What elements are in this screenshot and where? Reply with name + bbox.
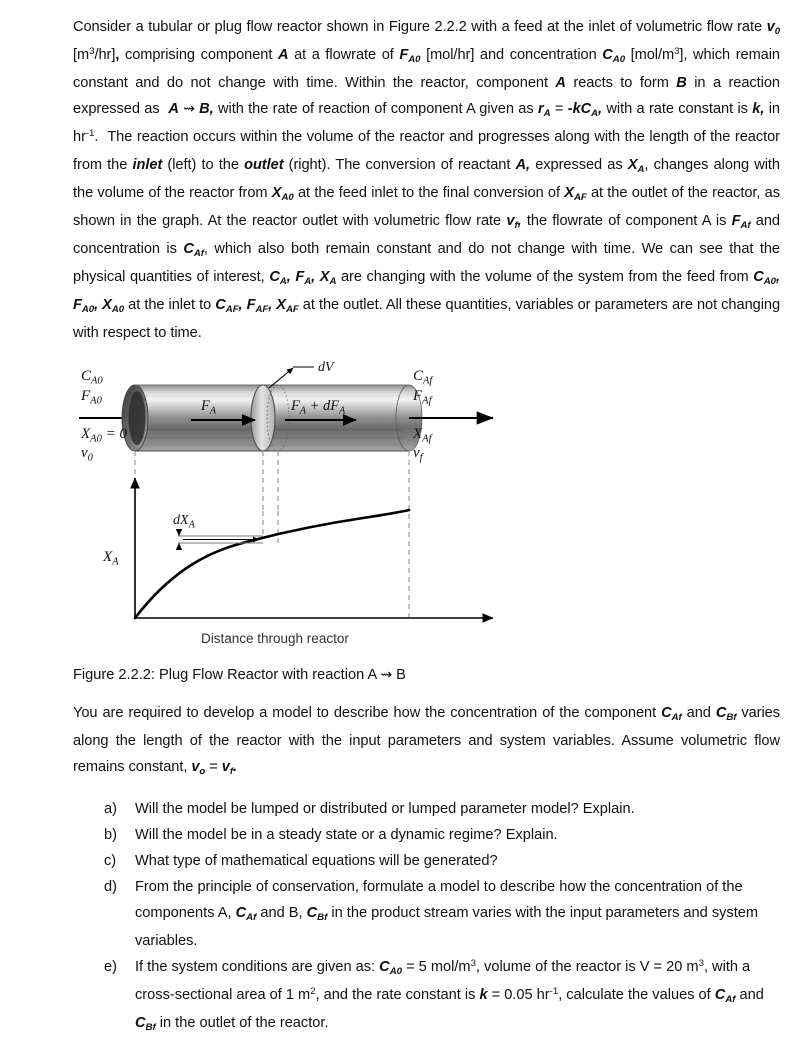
outlet-label-vf: $v_f$ <box>413 445 423 464</box>
figure-caption: Figure 2.2.2: Plug Flow Reactor with reaction A ⇝ B <box>73 667 406 683</box>
question-item-c <box>73 848 780 874</box>
question-marker-e: e) <box>104 959 117 975</box>
spacer <box>73 688 780 700</box>
question-text-d: From the principle of conservation, formulate a model to describe how the concentration of the components A, $C_{Af}$ and B, $C_{Bf}$ in the product stream varies with the input parameters and system variables. <box>135 879 759 949</box>
inlet-label-v0: $v_0$ <box>81 445 93 464</box>
question-item-e <box>73 954 780 1038</box>
graph-y-axis-label: $X_A$ <box>103 549 119 568</box>
dxa-label: $dX_A$ <box>173 513 195 531</box>
question-text-e: If the system conditions are given as: $C_{A0} = 5$ mol/$m^3$, volume of the reactor is V = 20 $m^3$, with a cross-sectional area of 1 $m^2$, and the rate constant is k = 0.05 $hr^{-1}$, calculate the values of $C_{Af}$ and $C_{Bf}$ in the outlet of the reactor. <box>135 958 764 1033</box>
cylinder-left-inner-shadow <box>129 391 146 445</box>
question-item-d <box>73 874 780 954</box>
plug-flow-reactor-figure <box>73 358 780 654</box>
question-item-b <box>73 822 780 848</box>
differential-volume-disc <box>251 385 275 451</box>
question-text-c: What type of mathematical equations will be generated? <box>135 853 498 869</box>
outlet-label-xaf: $X_{Af}$ <box>413 426 432 445</box>
inlet-label-fa0: $F_{A0}$ <box>81 388 102 407</box>
question-marker-b: b) <box>104 827 117 843</box>
question-list <box>73 796 780 1038</box>
figure-svg <box>73 358 780 654</box>
question-marker-c: c) <box>104 853 117 869</box>
dxa-measurement <box>178 529 263 550</box>
question-text-b: Will the model be in a steady state or a dynamic regime? Explain. <box>135 827 558 843</box>
question-marker-a: a) <box>104 801 117 817</box>
fa-plus-dfa-label: $F_A + dF_A$ <box>291 398 346 417</box>
outlet-label-caf: $C_{Af}$ <box>413 368 433 387</box>
dv-label: dV <box>318 360 334 375</box>
intro-paragraph: Consider a tubular or plug flow reactor shown in Figure 2.2.2 with a feed at the inlet of volumetric flow rate $v_0$ $[m^3/hr]$, comprising component A at a flowrate of $F_{A0}$ [mol/hr] and concentration $C_{A0}$ $[mol/m^3]$, which remain constant and do not change with time. Within the reactor, component A reacts to form B in a reaction expressed as A ⇝ B, with the rate of reaction of component A given as $r_A = -kC_A$, with a rate constant is k, in $hr^{-1}$. The reaction occurs within the volume of the reactor and progresses along with the length of the reactor from the inlet (left) to the outlet (right). The conversion of reactant A, expressed as $X_A$, changes along with the volume of the reactor from $X_{A0}$ at the feed inlet to the final conversion of $X_{AF}$ at the outlet of the reactor, as shown in the graph. At the reactor outlet with volumetric flow rate $v_f$, the flowrate of component A is $F_{Af}$ and concentration is $C_{Af}$, which also both remain constant and do not change with time. We can see that the physical quantities of interest, $C_A$, $F_A$, $X_A$ are changing with the volume of the system from the feed from $C_{A0}$, $F_{A0}$, $X_{A0}$ at the inlet to $C_{AF}$, $F_{AF}$, $X_{AF}$ at the outlet. All these quantities, variables or parameters are not changing with respect to time. <box>73 19 781 341</box>
question-item-a <box>73 796 780 822</box>
inlet-label-xa0: $X_{A0} = 0$ <box>81 426 127 445</box>
question-text-a: Will the model be lumped or distributed or lumped parameter model? Explain. <box>135 801 635 817</box>
task-paragraph: You are required to develop a model to describe how the concentration of the component $C_{Af}$ and $C_{Bf}$ varies along the length of the reactor with the input parameters and system variables. Assume volumetric flow remains constant, $v_o = v_f$. <box>73 705 780 777</box>
inlet-label-ca0: $C_{A0}$ <box>81 368 103 387</box>
fa-label: $F_A$ <box>201 398 216 417</box>
graph-x-axis-label: Distance through reactor <box>201 631 349 646</box>
outlet-label-faf: $F_{Af}$ <box>413 388 432 407</box>
question-marker-d: d) <box>104 879 117 895</box>
